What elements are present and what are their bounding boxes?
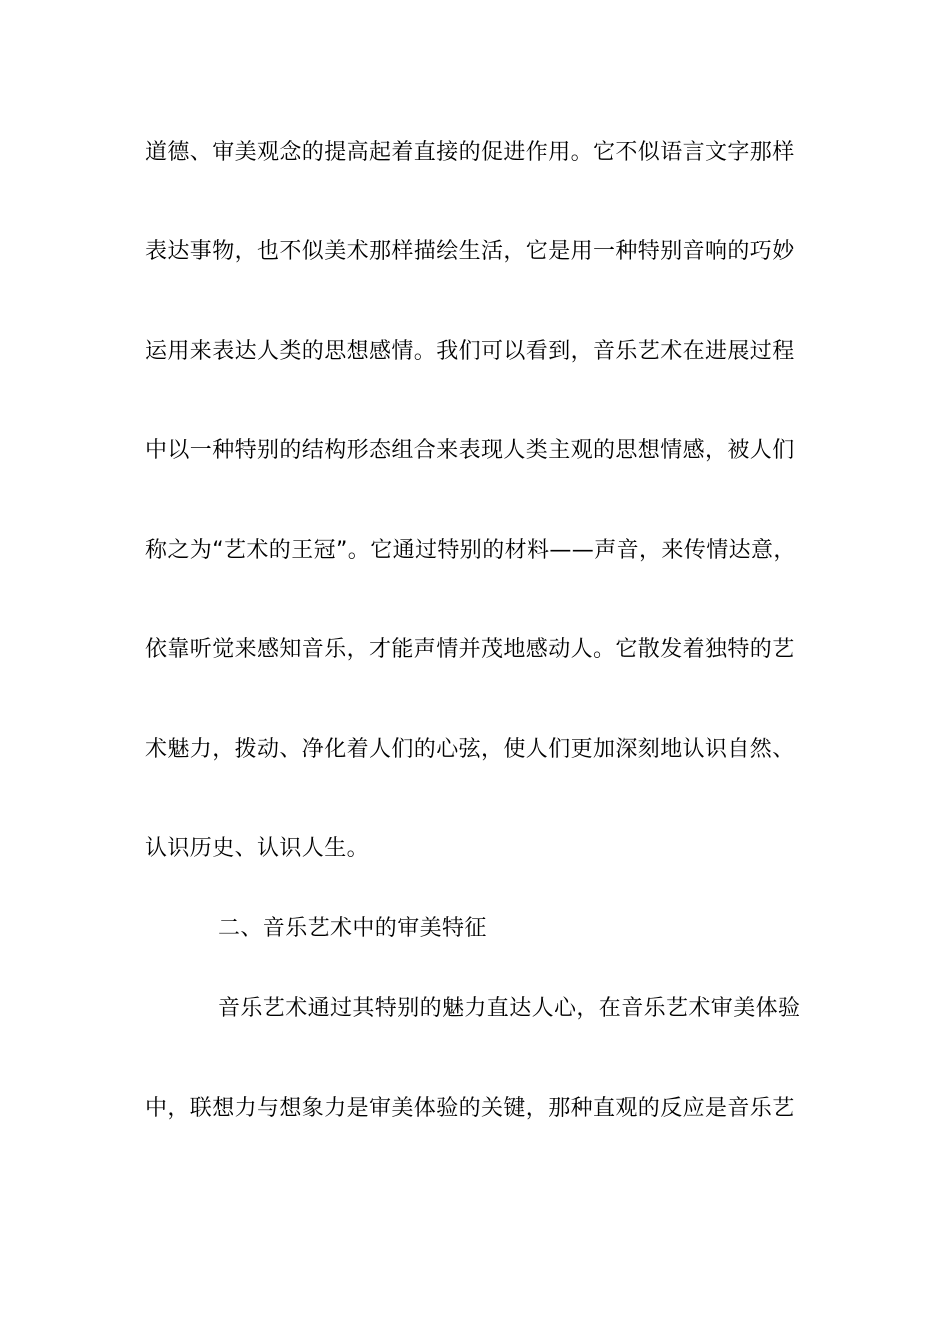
paragraph-line: 音乐艺术通过其特别的魅力直达人心，在音乐艺术审美体验 [218, 996, 801, 1021]
paragraph-line: 认识历史、认识人生。 [145, 836, 370, 861]
paragraph-line: 运用来表达人类的思想感情。我们可以看到，音乐艺术在进展过程 [145, 339, 795, 364]
paragraph-line: 术魅力，拨动、净化着人们的心弦，使人们更加深刻地认识自然、 [145, 737, 795, 762]
paragraph-line: 依靠听觉来感知音乐，才能声情并茂地感动人。它散发着独特的艺 [145, 637, 795, 662]
paragraph-line: 中以一种特别的结构形态组合来表现人类主观的思想情感，被人们 [145, 438, 795, 463]
section-heading: 二、音乐艺术中的审美特征 [218, 916, 487, 941]
paragraph-line: 道德、审美观念的提高起着直接的促进作用。它不似语言文字那样 [145, 140, 795, 165]
paragraph-line: 表达事物，也不似美术那样描绘生活，它是用一种特别音响的巧妙 [145, 239, 795, 264]
paragraph-line: 称之为“艺术的王冠”。它通过特别的材料——声音，来传情达意， [145, 538, 796, 563]
paragraph-line: 中，联想力与想象力是审美体验的关键，那种直观的反应是音乐艺 [145, 1096, 795, 1121]
